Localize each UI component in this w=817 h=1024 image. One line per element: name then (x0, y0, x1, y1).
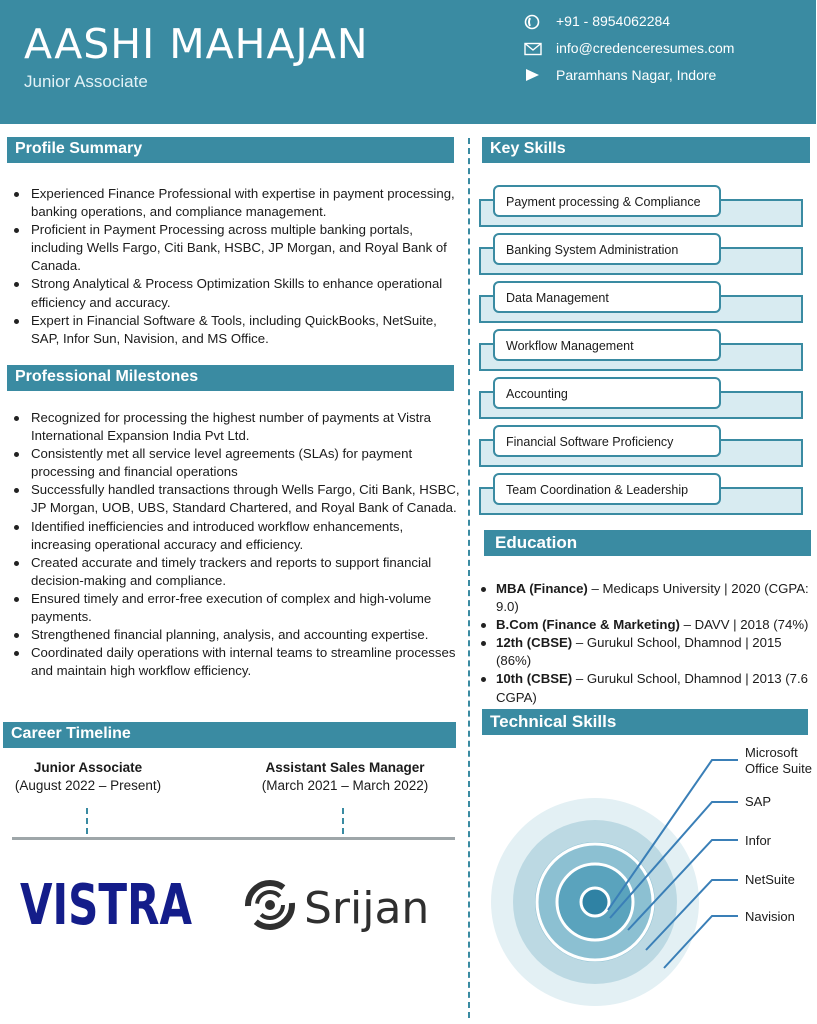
skill-item: Data Management (479, 287, 803, 315)
milestones-list (11, 409, 463, 680)
resume-header: AASHI MAHAJAN Junior Associate +91 - 8954062284 info@credenceresumes.com Paramhans Nagar, Indore (0, 0, 816, 124)
list-item: Ensured timely and error-free execution of complex and high-volume payments. (11, 590, 463, 626)
technical-skill-label: Navision (745, 909, 795, 924)
list-item: Identified inefficiencies and introduced workflow enhancements, increasing operational accuracy and efficiency. (11, 518, 463, 554)
vistra-logo (18, 872, 196, 938)
skill-item: Accounting (479, 383, 803, 411)
envelope-icon (524, 41, 542, 57)
list-item: B.Com (Finance & Marketing) – DAVV | 2018 (74%) (478, 616, 812, 634)
education-list (478, 580, 812, 707)
candidate-title: Junior Associate (24, 72, 148, 91)
skill-item: Banking System Administration (479, 239, 803, 267)
skill-item: Financial Software Proficiency (479, 431, 803, 459)
list-item: Consistently met all service level agreements (SLAs) for payment processing and financial operations (11, 445, 463, 481)
srijan-swirl-icon (248, 883, 292, 927)
key-skills-heading: Key Skills (482, 137, 810, 163)
technical-skills-heading: Technical Skills (482, 709, 808, 735)
phone-icon (524, 14, 542, 30)
timeline-role-title: Junior Associate (33, 760, 143, 775)
technical-skill-label: NetSuite (745, 872, 795, 887)
skill-item: Payment processing & Compliance (479, 191, 803, 219)
list-item: Strengthened financial planning, analysis, and accounting expertise. (11, 626, 463, 644)
list-item: MBA (Finance) – Medicaps University | 2020 (CGPA: 9.0) (478, 580, 812, 616)
career-timeline-heading: Career Timeline (3, 722, 456, 748)
timeline-line (12, 837, 455, 840)
skill-item: Team Coordination & Leadership (479, 479, 803, 507)
svg-text:VISTRA: VISTRA (20, 873, 193, 938)
profile-summary-list (11, 185, 463, 348)
list-item: 10th (CBSE) – Gurukul School, Dhamnod | 2013 (7.6 CGPA) (478, 670, 812, 706)
list-item: 12th (CBSE) – Gurukul School, Dhamnod | 2015 (86%) (478, 634, 812, 670)
column-divider (468, 138, 470, 1018)
srijan-logo (244, 876, 450, 934)
list-item: Experienced Finance Professional with expertise in payment processing, banking operations, and compliance management. (11, 185, 463, 221)
skill-item: Workflow Management (479, 335, 803, 363)
location-arrow-icon (524, 68, 542, 84)
list-item: Expert in Financial Software & Tools, including QuickBooks, NetSuite, SAP, Infor Sun, Navision, and MS Office. (11, 312, 463, 348)
technical-skills-diagram (488, 740, 738, 1010)
technical-skill-label: Infor (745, 833, 772, 848)
technical-skill-label: SAP (745, 794, 772, 809)
timeline-tick (86, 808, 88, 834)
technical-skill-label: Microsoft Office Suite (745, 745, 812, 776)
list-item: Recognized for processing the highest number of payments at Vistra International Expansion India Pvt Ltd. (11, 409, 463, 445)
milestones-heading: Professional Milestones (7, 365, 454, 391)
timeline-role-title: Assistant Sales Manager (265, 760, 425, 775)
list-item: Successfully handled transactions through Wells Fargo, Citi Bank, HSBC, JP Morgan, UOB, UBS, Standard Chartered, and Royal Bank of Canada. (11, 481, 463, 517)
education-heading: Education (484, 530, 811, 556)
list-item: Created accurate and timely trackers and reports to support financial decision-making and compliance. (11, 554, 463, 590)
timeline-tick (342, 808, 344, 834)
list-item: Strong Analytical & Process Optimization Skills to enhance operational efficiency and accuracy. (11, 275, 463, 311)
list-item: Proficient in Payment Processing across multiple banking portals, including Wells Fargo, Citi Bank, HSBC, JP Morgan, and Royal Bank of Canada. (11, 221, 463, 275)
svg-text:Srijan: Srijan (304, 883, 430, 934)
timeline-role-dates: (March 2021 – March 2022) (261, 778, 429, 793)
candidate-name: AASHI MAHAJAN (24, 20, 369, 68)
profile-summary-heading: Profile Summary (7, 137, 454, 163)
list-item: Coordinated daily operations with internal teams to streamline processes and maintain high workflow efficiency. (11, 644, 463, 680)
timeline-role-dates: (August 2022 – Present) (14, 778, 162, 793)
